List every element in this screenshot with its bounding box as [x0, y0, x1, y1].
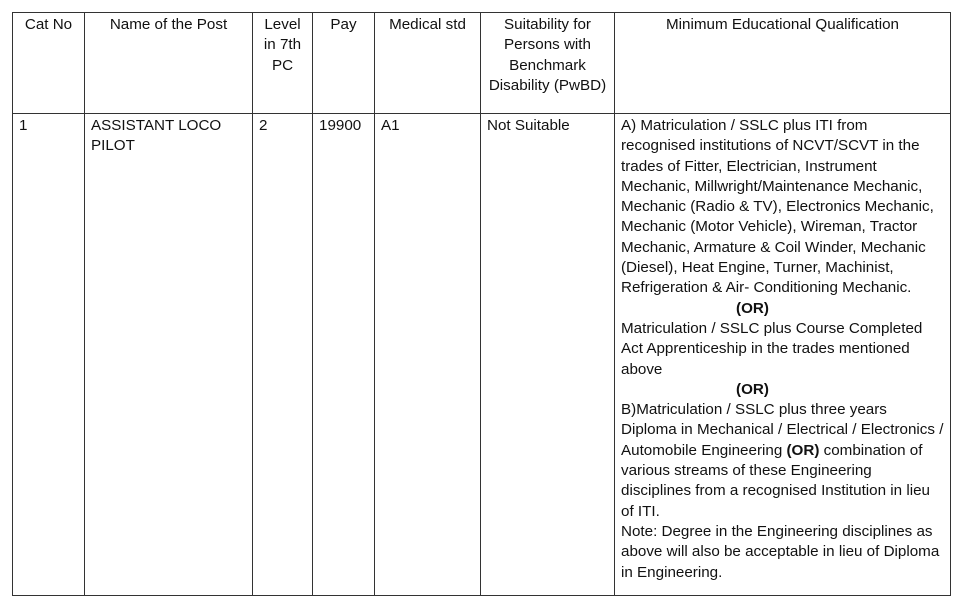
- qualification-note: Note: Degree in the Engineering disciplines as above will also be acceptable in lieu of Diploma in Engineering.: [621, 522, 940, 581]
- header-row: [13, 13, 951, 114]
- or-separator-3: (OR): [786, 441, 820, 459]
- cell-min-qualification: [615, 114, 951, 596]
- cell-cat-no: 1: [13, 114, 85, 596]
- qualification-option-b: B)Matriculation / SSLC plus three years Diploma in Mechanical / Electrical / Electronics / Automobile Engineering: [621, 401, 944, 459]
- header-medical-std: Medical std: [375, 13, 481, 114]
- cell-pay: 19900: [313, 114, 375, 596]
- cell-pwbd-suitability: Not Suitable: [481, 114, 615, 596]
- or-separator-2: (OR): [736, 380, 769, 398]
- qualification-option-b-block: [621, 400, 944, 522]
- qualification-option-b-alternative: combination of various streams of these Engineering disciplines from a recognised Institution in lieu of ITI.: [621, 441, 930, 520]
- header-min-qualification: Minimum Educational Qualification: [615, 13, 951, 114]
- cell-medical-std: A1: [375, 114, 481, 596]
- cell-post-name: ASSISTANT LOCO PILOT: [85, 114, 253, 596]
- qualification-option-a: A) Matriculation / SSLC plus ITI from recognised institutions of NCVT/SCVT in the trades of Fitter, Electrician, Instrument Mechanic, Millwright/Maintenance Mechanic, Mechanic (Radio & TV), Electronics Mechanic, Mechanic (Motor Vehicle), Wireman, Tractor Mechanic, Armature & Coil Winder, Mechanic (Diesel), Heat Engine, Turner, Machinist, Refrigeration & Air- Conditioning Mechanic.: [621, 117, 934, 297]
- recruitment-table: [12, 12, 951, 596]
- or-separator-1: (OR): [736, 299, 769, 317]
- header-pwbd-suitability: Suitability for Persons with Benchmark Disability (PwBD): [481, 13, 615, 114]
- qualification-option-a-alternative: Matriculation / SSLC plus Course Completed Act Apprenticeship in the trades mentioned above: [621, 319, 923, 378]
- header-cat-no: Cat No: [13, 13, 85, 114]
- header-level: Level in 7th PC: [253, 13, 313, 114]
- header-pay: Pay: [313, 13, 375, 114]
- table-row: [13, 114, 951, 596]
- header-post-name: Name of the Post: [85, 13, 253, 114]
- cell-level: 2: [253, 114, 313, 596]
